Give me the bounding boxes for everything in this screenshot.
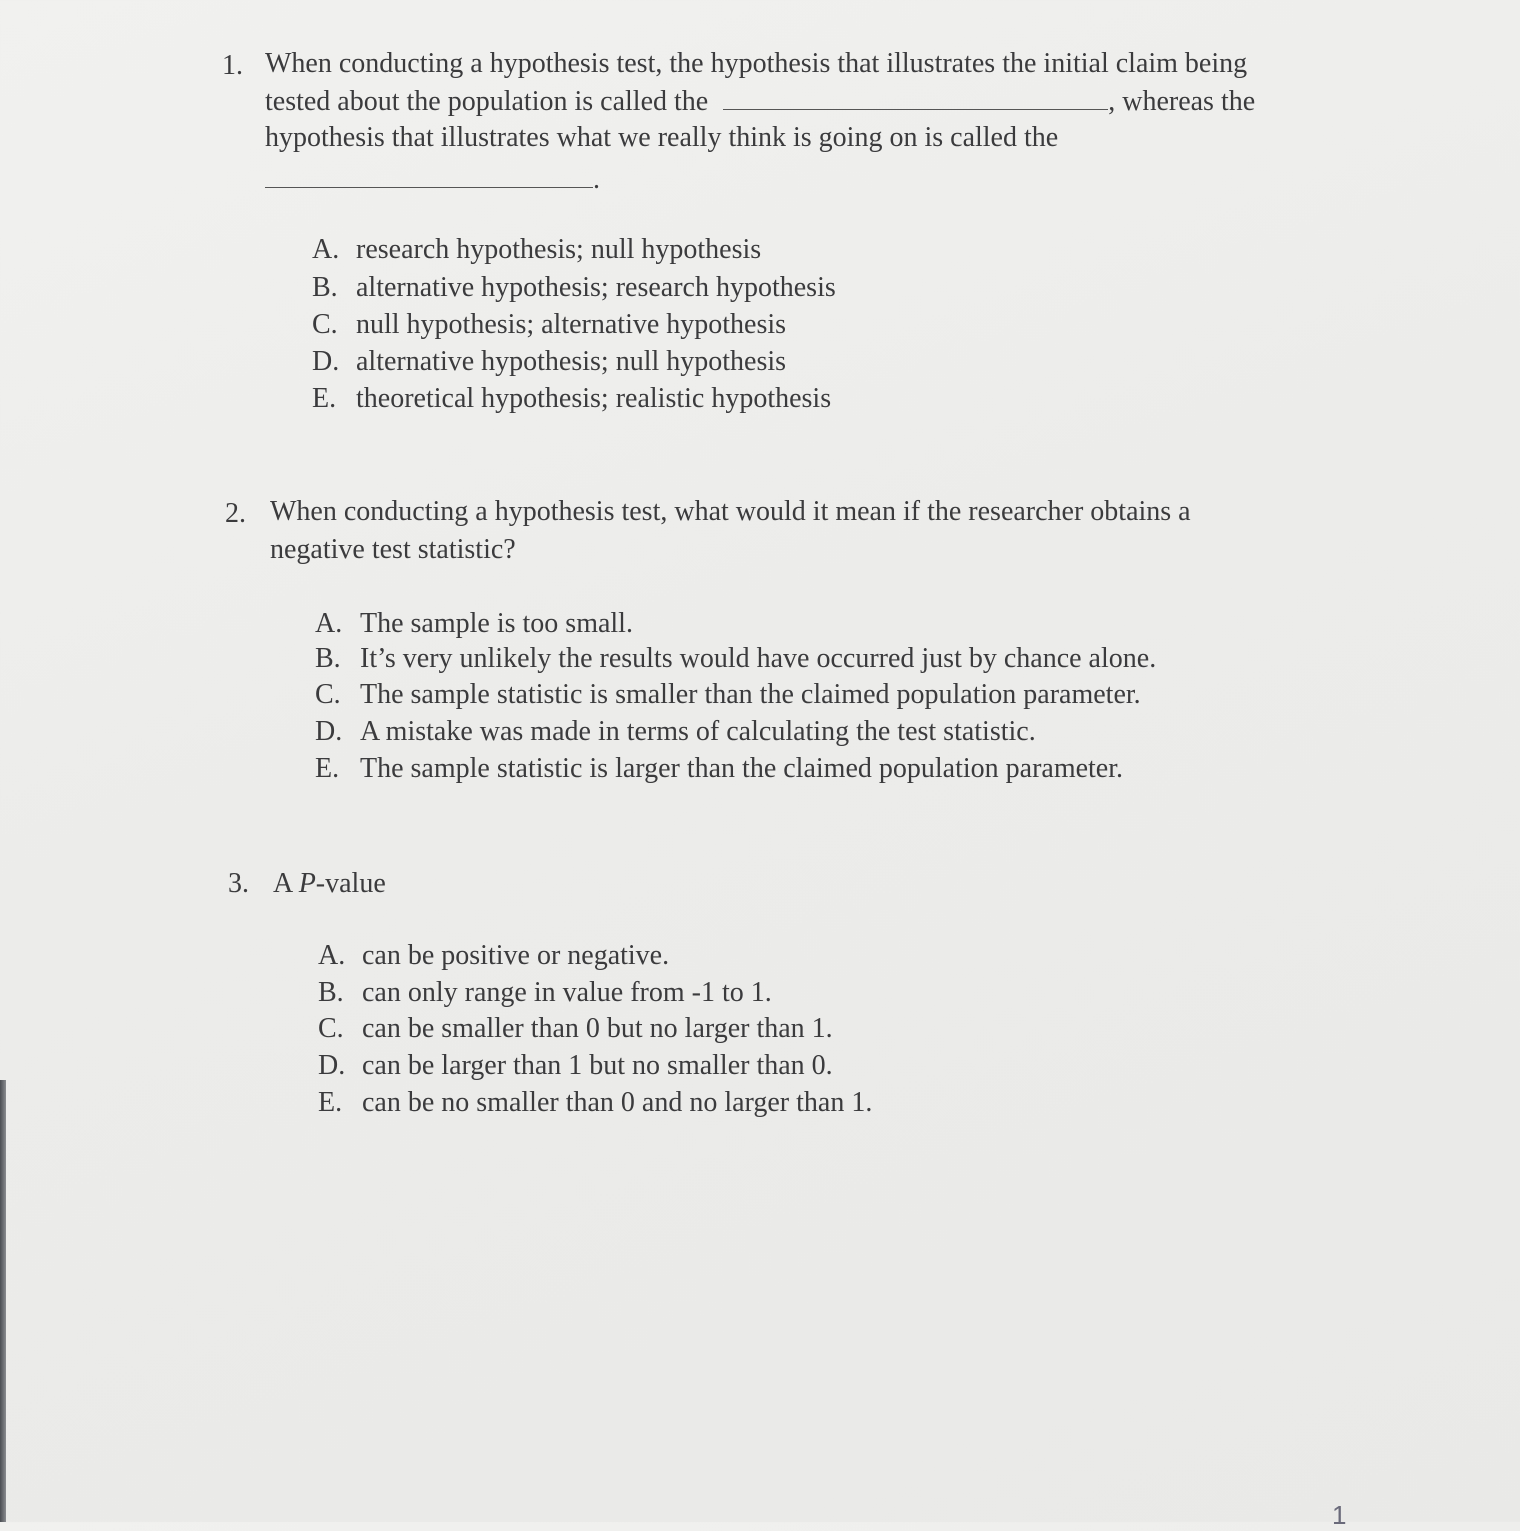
option-c[interactable] bbox=[315, 677, 1141, 713]
option-text: null hypothesis; alternative hypothesis bbox=[356, 309, 787, 340]
option-text: The sample statistic is larger than the claimed population parameter. bbox=[360, 753, 1124, 784]
option-letter: D. bbox=[318, 1050, 346, 1081]
option-text: can be larger than 1 but no smaller than 0. bbox=[362, 1050, 833, 1081]
option-text: A mistake was made in terms of calculating the test statistic. bbox=[360, 716, 1036, 747]
option-text: can be smaller than 0 but no larger than 1. bbox=[362, 1013, 833, 1044]
question-text-line: When conducting a hypothesis test, what would it mean if the researcher obtains a bbox=[270, 496, 1191, 527]
option-a[interactable] bbox=[318, 938, 669, 974]
answer-blank-1 bbox=[723, 108, 1108, 110]
option-b[interactable] bbox=[318, 975, 772, 1011]
question-text: tested about the population is called the bbox=[265, 86, 709, 117]
option-d[interactable] bbox=[318, 1048, 833, 1084]
option-letter: A. bbox=[318, 940, 346, 971]
option-d[interactable] bbox=[315, 714, 1036, 750]
question-text-italic: P bbox=[298, 868, 316, 899]
option-text: can be no smaller than 0 and no larger than 1. bbox=[362, 1087, 873, 1118]
option-letter: E. bbox=[315, 753, 340, 784]
option-b[interactable] bbox=[315, 641, 1156, 677]
option-letter: A. bbox=[312, 234, 340, 265]
option-e[interactable] bbox=[318, 1085, 872, 1121]
question-text-line bbox=[273, 866, 386, 902]
option-text: can only range in value from -1 to 1. bbox=[362, 977, 772, 1008]
option-d[interactable] bbox=[312, 344, 786, 380]
question-text-line: negative test statistic? bbox=[270, 534, 516, 565]
option-e[interactable] bbox=[315, 751, 1123, 787]
question-text: A bbox=[273, 868, 292, 899]
option-letter: C. bbox=[315, 679, 341, 710]
option-letter: A. bbox=[315, 608, 343, 639]
question-text-line: When conducting a hypothesis test, the hypothesis that illustrates the initial claim being bbox=[265, 48, 1248, 79]
option-text: alternative hypothesis; research hypothesis bbox=[356, 272, 836, 303]
question-text-line bbox=[265, 84, 1255, 120]
question-number: 3. bbox=[228, 868, 249, 899]
option-c[interactable] bbox=[318, 1011, 833, 1047]
option-a[interactable] bbox=[312, 232, 761, 268]
option-letter: B. bbox=[315, 643, 341, 674]
option-letter: C. bbox=[312, 309, 338, 340]
option-b[interactable] bbox=[312, 270, 836, 306]
question-text-line bbox=[265, 162, 600, 198]
answer-blank-2 bbox=[265, 186, 593, 188]
option-letter: B. bbox=[312, 272, 338, 303]
option-letter: E. bbox=[312, 383, 337, 414]
photo-edge-shadow bbox=[0, 1080, 6, 1522]
option-letter: D. bbox=[312, 346, 340, 377]
question-number: 1. bbox=[222, 50, 243, 81]
option-text: theoretical hypothesis; realistic hypothesis bbox=[356, 383, 832, 414]
page-number: 1 bbox=[1332, 1500, 1347, 1530]
option-text: alternative hypothesis; null hypothesis bbox=[356, 346, 787, 377]
question-text: -value bbox=[315, 868, 386, 899]
question-text: , whereas the bbox=[1108, 86, 1256, 117]
option-e[interactable] bbox=[312, 381, 831, 417]
option-letter: C. bbox=[318, 1013, 344, 1044]
option-text: The sample statistic is smaller than the claimed population parameter. bbox=[360, 679, 1141, 710]
option-a[interactable] bbox=[315, 606, 633, 642]
option-letter: B. bbox=[318, 977, 344, 1008]
option-text: The sample is too small. bbox=[360, 608, 633, 639]
option-text: It’s very unlikely the results would have occurred just by chance alone. bbox=[360, 643, 1157, 674]
option-letter: D. bbox=[315, 716, 343, 747]
option-text: can be positive or negative. bbox=[362, 940, 670, 971]
option-text: research hypothesis; null hypothesis bbox=[356, 234, 762, 265]
question-text: . bbox=[593, 164, 600, 195]
option-c[interactable] bbox=[312, 307, 786, 343]
question-text-line: hypothesis that illustrates what we really think is going on is called the bbox=[265, 122, 1059, 153]
option-letter: E. bbox=[318, 1087, 343, 1118]
question-number: 2. bbox=[225, 498, 246, 529]
